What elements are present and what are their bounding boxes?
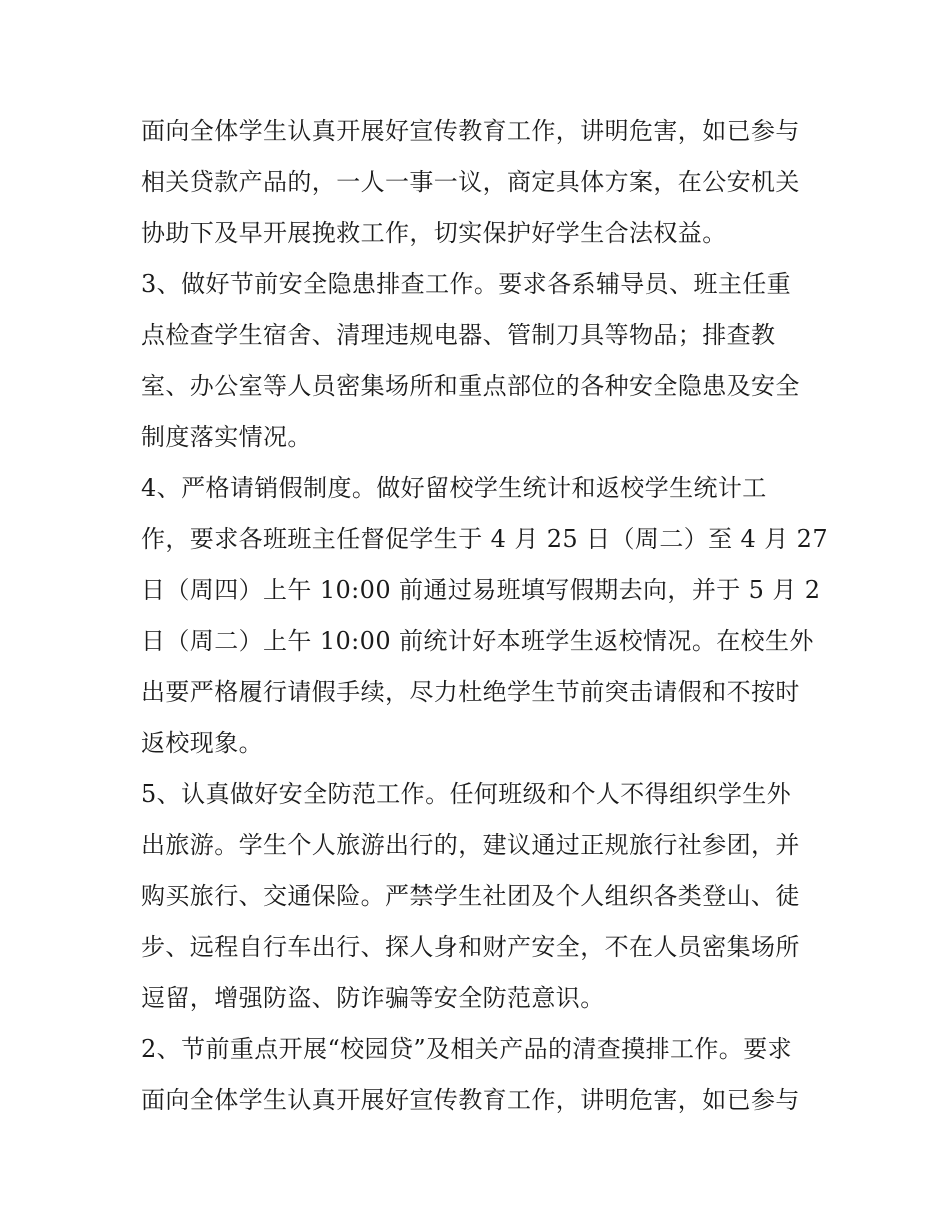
text-line: 作，要求各班班主任督促学生于 4 月 25 日（周二）至 4 月 27: [141, 525, 829, 553]
text-line: 5、认真做好安全防范工作。任何班级和个人不得组织学生外: [141, 780, 792, 808]
text-line: 日（周四）上午 10:00 前通过易班填写假期去向，并于 5 月 2: [141, 576, 821, 604]
text-line: 4、严格请销假制度。做好留校学生统计和返校学生统计工: [141, 474, 767, 502]
text-line: 面向全体学生认真开展好宣传教育工作，讲明危害，如已参与: [141, 1086, 800, 1114]
text-line: 出旅游。学生个人旅游出行的，建议通过正规旅行社参团，并: [141, 831, 800, 859]
text-line: 制度落实情况。: [141, 423, 312, 451]
text-line: 出要严格履行请假手续，尽力杜绝学生节前突击请假和不按时: [141, 678, 800, 706]
text-line: 逗留，增强防盗、防诈骗等安全防范意识。: [141, 984, 605, 1012]
text-line: 协助下及早开展挽救工作，切实保护好学生合法权益。: [141, 219, 727, 247]
text-line: 步、远程自行车出行、探人身和财产安全，不在人员密集场所: [141, 933, 800, 961]
text-line: 2、节前重点开展“校园贷”及相关产品的清查摸排工作。要求: [141, 1035, 793, 1063]
text-line: 3、做好节前安全隐患排查工作。要求各系辅导员、班主任重: [141, 270, 792, 298]
text-line: 相关贷款产品的，一人一事一议，商定具体方案，在公安机关: [141, 168, 800, 196]
text-line: 购买旅行、交通保险。严禁学生社团及个人组织各类登山、徒: [141, 882, 800, 910]
text-line: 室、办公室等人员密集场所和重点部位的各种安全隐患及安全: [141, 372, 800, 400]
text-line: 点检查学生宿舍、清理违规电器、管制刀具等物品；排查教: [141, 321, 776, 349]
text-line: 返校现象。: [141, 729, 263, 757]
text-line: 日（周二）上午 10:00 前统计好本班学生返校情况。在校生外: [141, 627, 814, 655]
text-line: 面向全体学生认真开展好宣传教育工作，讲明危害，如已参与: [141, 117, 800, 145]
